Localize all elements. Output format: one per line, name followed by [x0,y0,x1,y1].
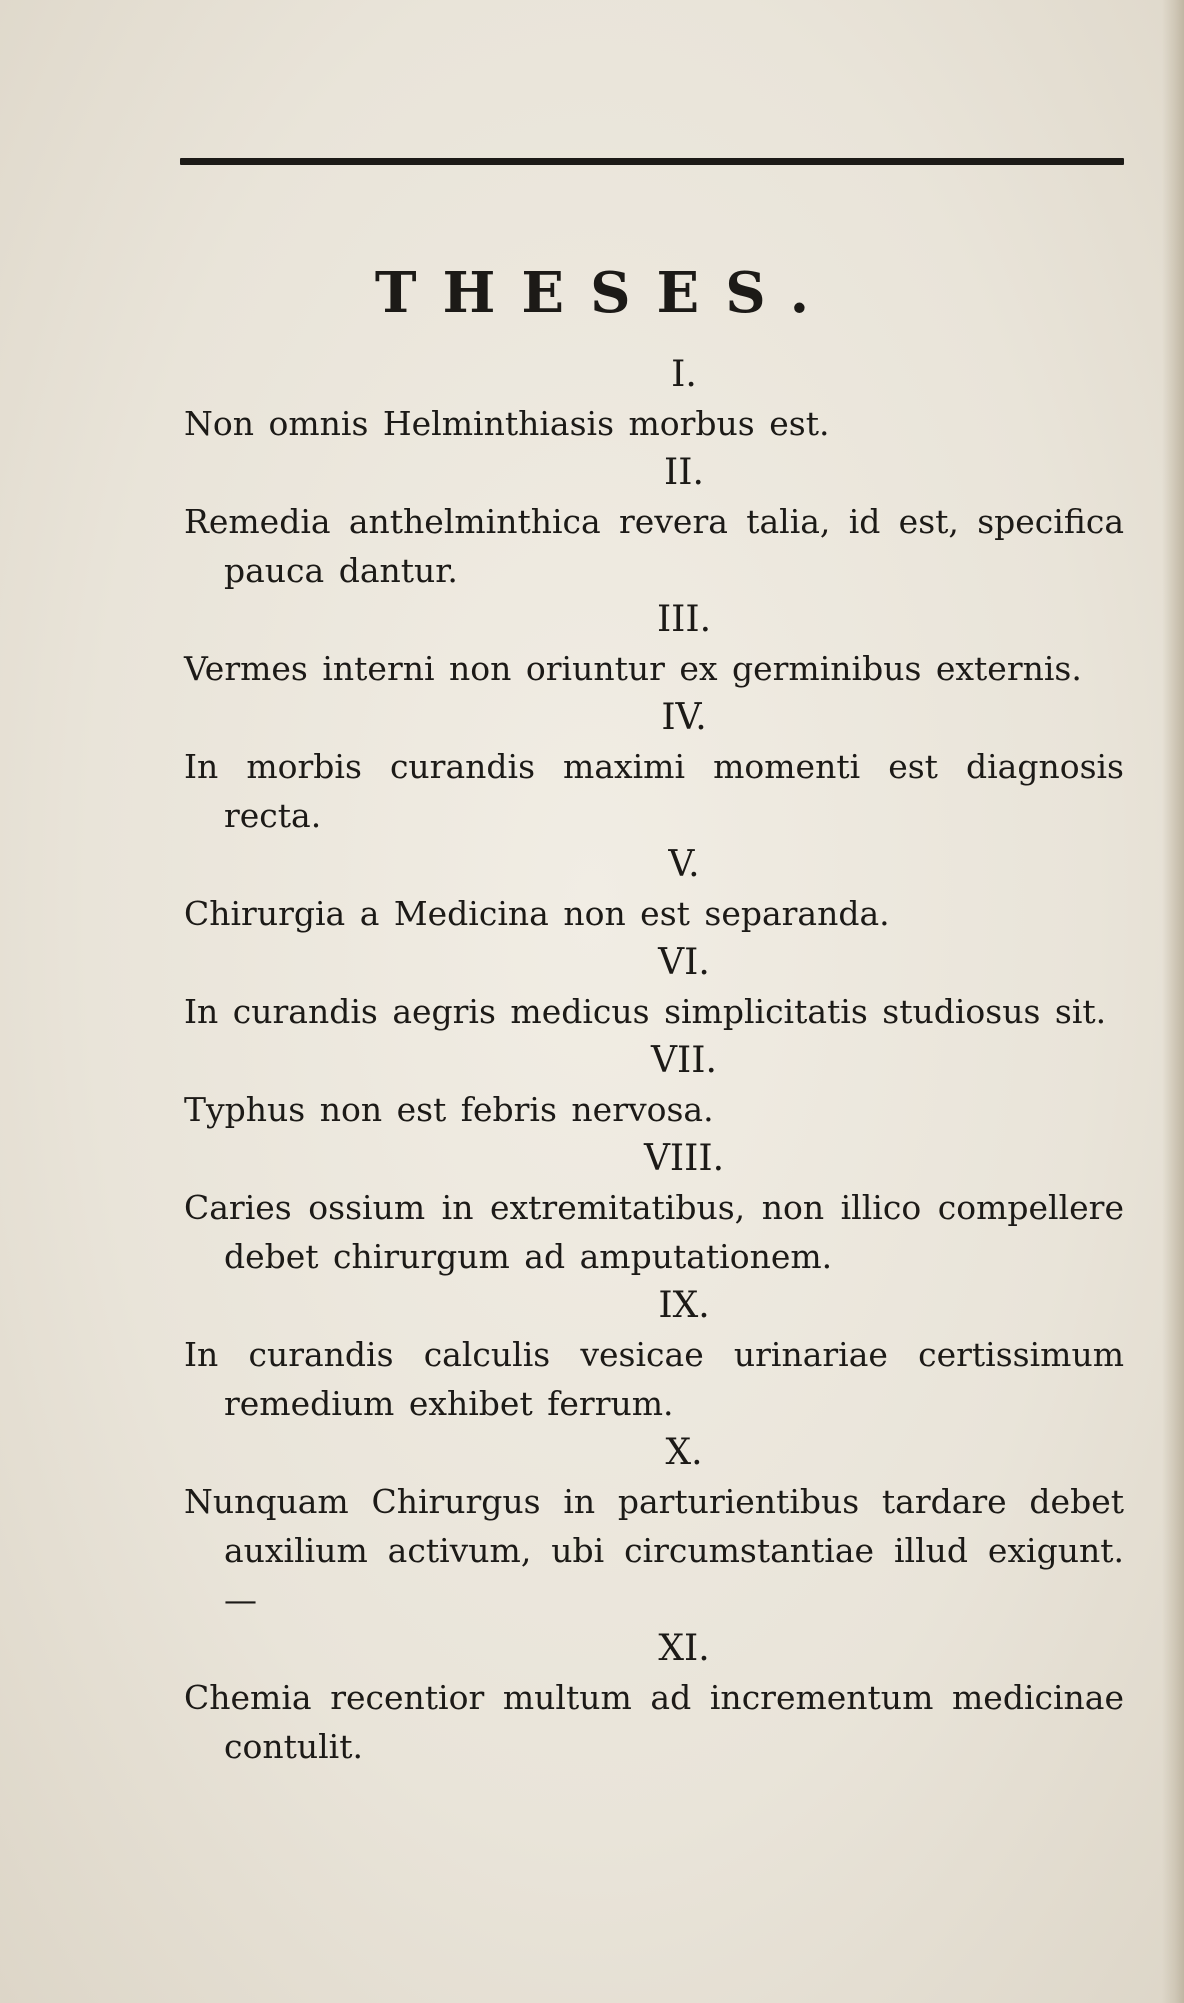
thesis-numeral: II. [664,452,704,493]
thesis-text: Caries ossium in extremitatibus, non illico compellere debet chirurgum ad amputationem. [184,1188,1124,1276]
thesis-numeral: I. [671,354,697,395]
thesis-numeral: VII. [651,1040,717,1081]
thesis-text: Typhus non est febris nervosa. [184,1090,714,1129]
thesis-text: Remedia anthelminthica revera talia, id est, specifica pauca dantur. [184,502,1124,590]
thesis-item [184,938,1124,1036]
thesis-item [184,840,1124,938]
thesis-numeral: IV. [661,697,707,738]
thesis-text: In morbis curandis maximi momenti est diagnosis recta. [184,747,1124,835]
thesis-text: Vermes interni non oriuntur ex germinibus externis. [184,649,1082,688]
top-rule [180,158,1124,165]
thesis-item [184,693,1124,840]
thesis-text: In curandis aegris medicus simplicitatis studiosus sit. [184,992,1107,1031]
thesis-numeral: VIII. [643,1138,725,1179]
thesis-numeral: V. [668,844,700,885]
thesis-item [184,595,1124,693]
thesis-item [184,1428,1124,1624]
thesis-item [184,1281,1124,1428]
thesis-item [184,448,1124,595]
thesis-numeral: X. [665,1432,703,1473]
thesis-numeral: VI. [658,942,710,983]
thesis-text: Chirurgia a Medicina non est separanda. [184,894,890,933]
thesis-item [184,350,1124,448]
theses-list [184,350,1124,1771]
thesis-item [184,1624,1124,1771]
thesis-text: Nunquam Chirurgus in parturientibus tardare debet auxilium activum, ubi circumstantiae illud exigunt. — [184,1482,1124,1619]
thesis-item [184,1134,1124,1281]
thesis-text: Chemia recentior multum ad incrementum medicinae contulit. [184,1678,1124,1766]
page-title: THESES. [374,260,836,326]
thesis-item [184,1036,1124,1134]
thesis-numeral: IX. [658,1285,710,1326]
thesis-numeral: XI. [658,1628,710,1669]
thesis-text: Non omnis Helminthiasis morbus est. [184,404,830,443]
thesis-numeral: III. [656,599,712,640]
thesis-text: In curandis calculis vesicae urinariae certissimum remedium exhibet ferrum. [184,1335,1124,1423]
